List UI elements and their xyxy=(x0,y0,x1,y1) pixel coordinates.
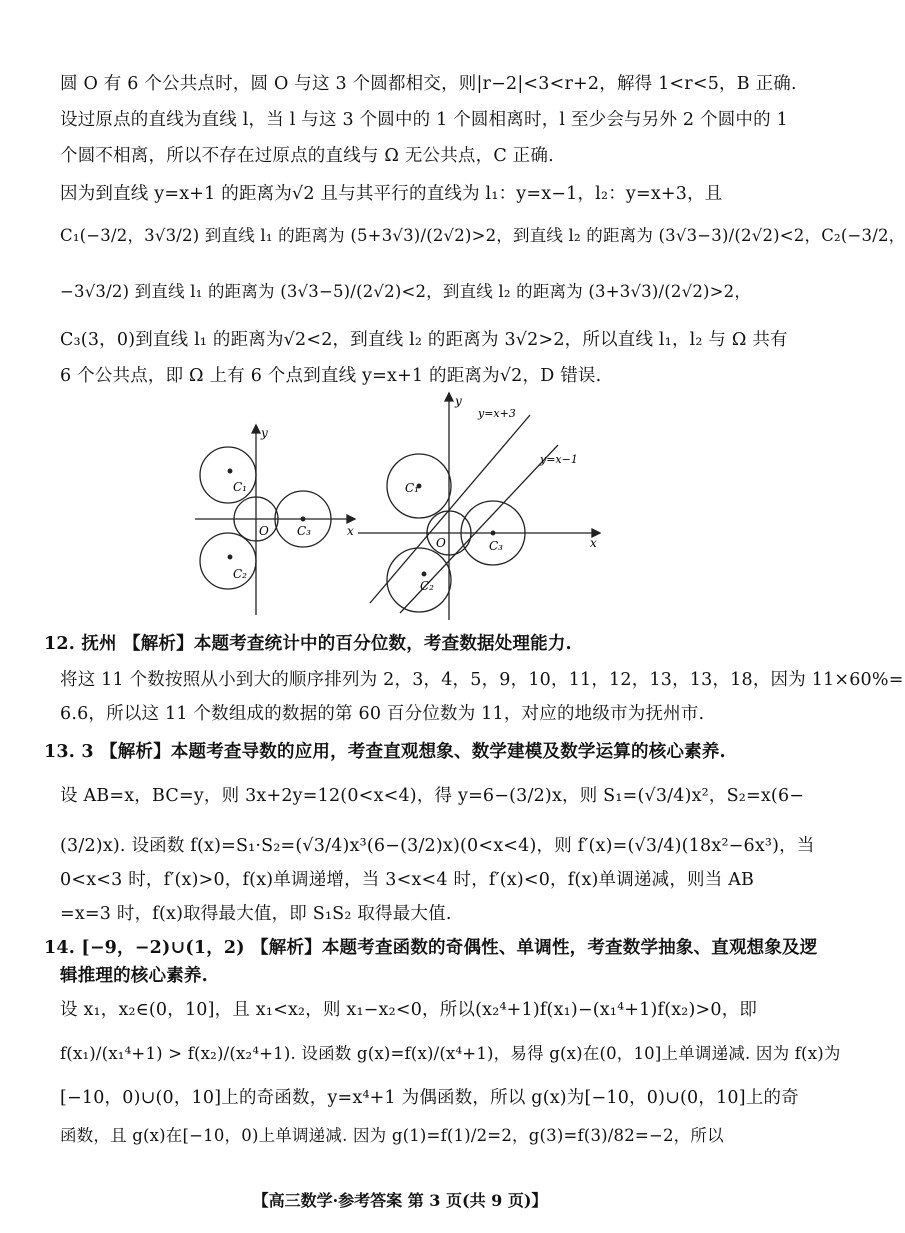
q12-heading: 12. 抚州 【解析】本题考查统计中的百分位数，考查数据处理能力. xyxy=(44,634,572,654)
center-c3 xyxy=(491,531,495,535)
label-line-l1: y=x−1 xyxy=(540,453,578,466)
label-c2: C₂ xyxy=(420,579,434,593)
text-line: (3/2)x). 设函数 f(x)=S₁·S₂=(√3/4)x³(6−(3/2)x)(0<x<4)，则 f′(x)=(√3/4)(18x²−6x³)，当 xyxy=(60,836,815,856)
label-c1: C₁ xyxy=(233,480,247,494)
center-c1 xyxy=(228,469,232,473)
text-line: −3√3/2) 到直线 l₁ 的距离为 (3√3−5)/(2√2)<2，到直线 l₂ 的距离为 (3+3√3)/(2√2)>2， xyxy=(60,282,752,301)
label-y: y xyxy=(455,394,462,408)
center-c3 xyxy=(301,517,305,521)
text-line: 0<x<3 时，f′(x)>0，f(x)单调递增，当 3<x<4 时，f′(x)<0，f(x)单调递减，则当 AB xyxy=(60,870,755,890)
label-x: x xyxy=(590,536,597,550)
label-x: x xyxy=(347,524,354,538)
text-line: 圆 O 有 6 个公共点时，圆 O 与这 3 个圆都相交，则|r−2|<3<r+2，解得 1<r<5，B 正确. xyxy=(60,74,797,94)
text-line: =x=3 时，f(x)取得最大值，即 S₁S₂ 取得最大值. xyxy=(60,904,452,924)
label-y: y xyxy=(261,426,268,440)
x-arrow xyxy=(347,515,355,523)
circle-c1 xyxy=(200,447,256,503)
label-c1: C₁ xyxy=(405,481,419,495)
label-c2: C₂ xyxy=(233,567,247,581)
figure-left xyxy=(195,425,355,615)
figures xyxy=(0,385,800,625)
text-line: 函数，且 g(x)在[−10，0)上单调递减. 因为 g(1)=f(1)/2=2，g(3)=f(3)/82=−2，所以 xyxy=(60,1126,724,1145)
text-line: 因为到直线 y=x+1 的距离为√2 且与其平行的直线为 l₁：y=x−1，l₂：y=x+3，且 xyxy=(60,184,723,204)
text-line: C₁(−3/2，3√3/2) 到直线 l₁ 的距离为 (5+3√3)/(2√2)>2，到直线 l₂ 的距离为 (3√3−3)/(2√2)<2，C₂(−3/2， xyxy=(60,226,905,245)
figure-right xyxy=(358,393,600,620)
text-line: 6 个公共点，即 Ω 上有 6 个点到直线 y=x+1 的距离为√2，D 错误. xyxy=(60,366,602,386)
page-footer: 【高三数学·参考答案 第 3 页(共 9 页)】 xyxy=(252,1191,548,1210)
text-line: f(x₁)/(x₁⁴+1) > f(x₂)/(x₂⁴+1). 设函数 g(x)=f(x)/(x⁴+1)，易得 g(x)在(0，10]上单调递减. 因为 f(x)为 xyxy=(60,1044,841,1063)
y-arrow xyxy=(252,425,260,433)
circle-c2 xyxy=(200,533,256,589)
text-line: 个圆不相离，所以不存在过原点的直线与 Ω 无公共点，C 正确. xyxy=(60,146,554,166)
q14-heading-cont: 辑推理的核心素养. xyxy=(60,966,208,986)
center-c2 xyxy=(422,572,426,576)
text-line: 设过原点的直线为直线 l，当 l 与这 3 个圆中的 1 个圆相离时，l 至少会与另外 2 个圆中的 1 xyxy=(60,110,788,130)
circle-c2 xyxy=(387,548,451,612)
text-line: C₃(3，0)到直线 l₁ 的距离为√2<2，到直线 l₂ 的距离为 3√2>2，所以直线 l₁，l₂ 与 Ω 共有 xyxy=(60,330,788,350)
y-arrow xyxy=(445,393,453,401)
q14-heading: 14. [−9，−2)∪(1，2) 【解析】本题考查函数的奇偶性、单调性，考查数学抽象、直观想象及逻 xyxy=(44,938,818,958)
center-c2 xyxy=(228,555,232,559)
label-line-l2: y=x+3 xyxy=(478,407,516,420)
label-o: O xyxy=(259,524,269,538)
text-line: 设 AB=x，BC=y，则 3x+2y=12(0<x<4)，得 y=6−(3/2)x，则 S₁=(√3/4)x²，S₂=x(6− xyxy=(60,786,805,806)
text-line: [−10，0)∪(0，10]上的奇函数，y=x⁴+1 为偶函数，所以 g(x)为[−10，0)∪(0，10]上的奇 xyxy=(60,1088,799,1108)
q13-heading: 13. 3 【解析】本题考查导数的应用，考查直观想象、数学建模及数学运算的核心素养. xyxy=(44,742,726,762)
label-o: O xyxy=(436,536,446,550)
text-line: 将这 11 个数按照从小到大的顺序排列为 2，3，4，5，9，10，11，12，13，13，18，因为 11×60%= xyxy=(60,670,904,690)
text-line: 6.6，所以这 11 个数组成的数据的第 60 百分位数为 11，对应的地级市为抚州市. xyxy=(60,704,705,724)
text-line: 设 x₁，x₂∈(0，10]，且 x₁<x₂，则 x₁−x₂<0，所以(x₂⁴+1)f(x₁)−(x₁⁴+1)f(x₂)>0，即 xyxy=(60,1000,758,1020)
label-c3: C₃ xyxy=(489,539,503,553)
label-c3: C₃ xyxy=(297,524,311,538)
